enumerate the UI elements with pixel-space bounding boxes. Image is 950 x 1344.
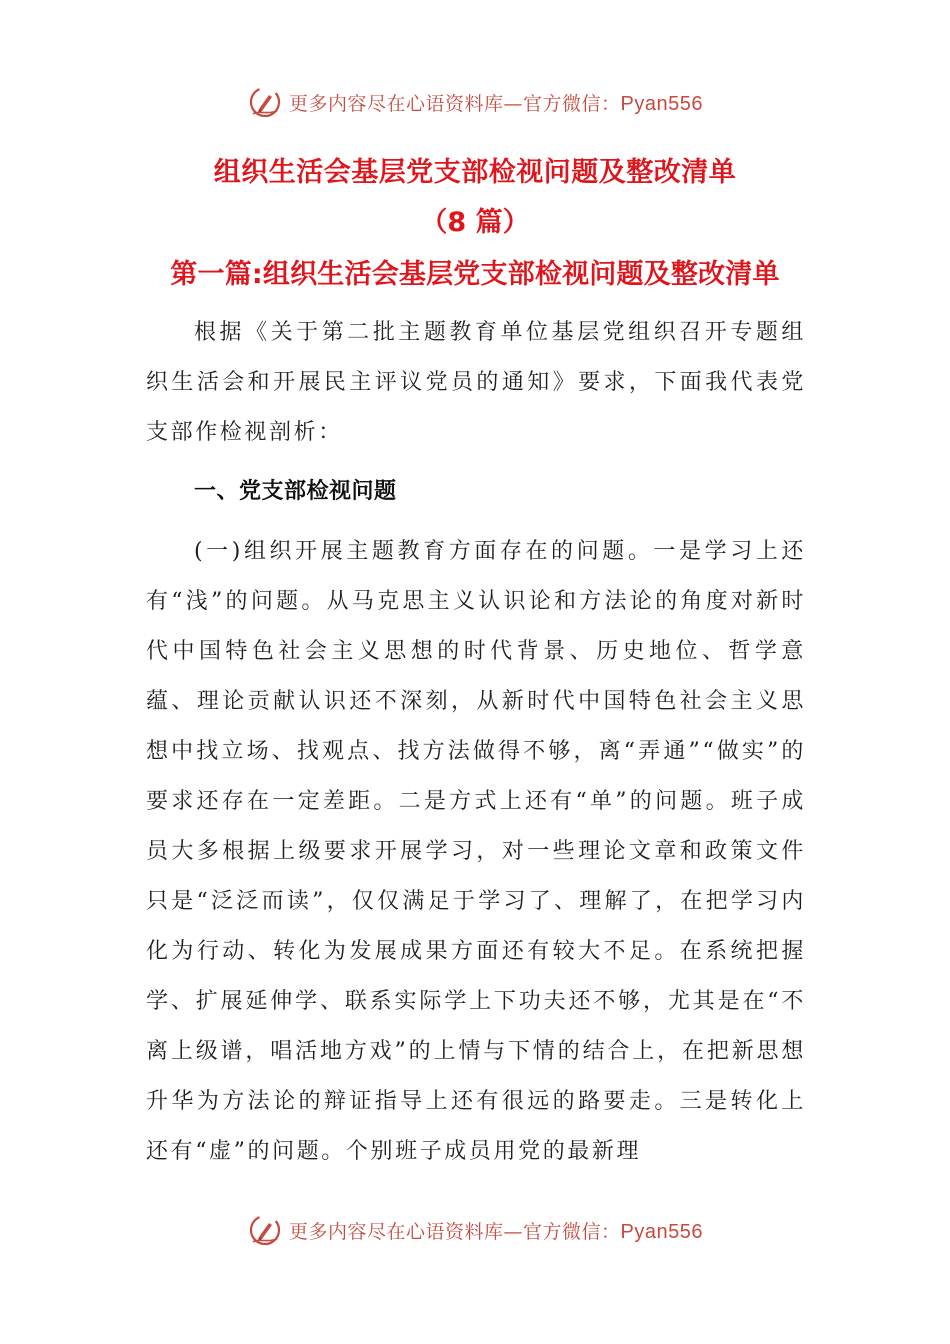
intro-block — [146, 308, 806, 458]
watermark-wechat-id: Pyan556 — [620, 92, 703, 115]
document-subtitle: （8 篇） — [420, 207, 530, 238]
header-watermark — [0, 82, 950, 122]
section-heading: 一、党支部检视问题 — [194, 479, 397, 504]
body-block — [146, 527, 806, 1177]
footer-watermark — [0, 1210, 950, 1250]
watermark-text — [289, 89, 703, 116]
chapter-title: 第一篇:组织生活会基层党支部检视问题及整改清单 — [170, 259, 780, 290]
watermark-label: 更多内容尽在心语资料库—官方微信： — [289, 1220, 621, 1243]
document-title: 组织生活会基层党支部检视问题及整改清单 — [213, 157, 737, 188]
pen-circle-logo-icon — [247, 84, 283, 120]
watermark-text — [289, 1217, 703, 1244]
watermark-wechat-id: Pyan556 — [620, 1220, 703, 1243]
pen-circle-logo-icon — [247, 1212, 283, 1248]
body-paragraph: (一)组织开展主题教育方面存在的问题。一是学习上还有“浅”的问题。从马克思主义认识论和方法论的角度对新时代中国特色社会主义思想的时代背景、历史地位、哲学意蕴、理论贡献认识还不深刻，从新时代中国特色社会主义思想中找立场、找观点、找方法做得不够，离“弄通”“做实”的要求还存在一定差距。二是方式上还有“单”的问题。班子成员大多根据上级要求开展学习，对一些理论文章和政策文件只是“泛泛而读”，仅仅满足于学习了、理解了，在把学习内化为行动、转化为发展成果方面还有较大不足。在系统把握学、扩展延伸学、联系实际学上下功夫还不够，尤其是在“不离上级谱，唱活地方戏”的上情与下情的结合上，在把新思想升华为方法论的辩证指导上还有很远的路要走。三是转化上还有“虚”的问题。个别班子成员用党的最新理 — [146, 539, 806, 1164]
watermark-label: 更多内容尽在心语资料库—官方微信： — [289, 92, 621, 115]
intro-paragraph: 根据《关于第二批主题教育单位基层党组织召开专题组织生活会和开展民主评议党员的通知》要求，下面我代表党支部作检视剖析： — [146, 320, 806, 445]
